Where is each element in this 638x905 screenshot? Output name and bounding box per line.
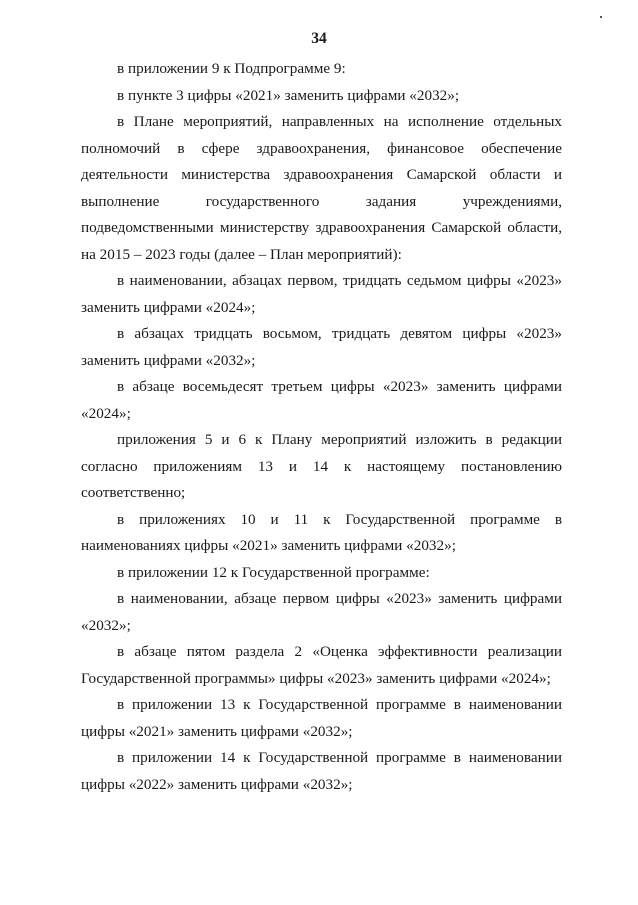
- page-number: 34: [311, 30, 327, 47]
- paragraph: в Плане мероприятий, направленных на исполнение отдельных полномочий в сфере здравоохранения, финансовое обеспечение деятельности министерства здравоохранения Самарской области и выполнение государственного задания учреждениями, подведомственными министерству здравоохранения Самарской области, на 2015 – 2023 годы (далее – План мероприятий):: [81, 113, 562, 263]
- paragraph: в приложении 12 к Государственной программе:: [117, 563, 430, 581]
- paragraph: в приложении 9 к Подпрограмме 9:: [117, 60, 346, 77]
- document-body: [81, 56, 562, 798]
- paragraph: в приложении 13 к Государственной программе в наименовании цифры «2021» заменить цифрами «2032»;: [81, 696, 562, 740]
- paragraph: в наименовании, абзаце первом цифры «2023» заменить цифрами «2032»;: [81, 590, 562, 634]
- paragraph: в наименовании, абзацах первом, тридцать седьмом цифры «2023» заменить цифрами «2024»;: [81, 272, 562, 316]
- paragraph: в абзаце восемьдесят третьем цифры «2023» заменить цифрами «2024»;: [81, 378, 562, 422]
- paragraph: в пункте 3 цифры «2021» заменить цифрами «2032»;: [117, 86, 460, 104]
- paragraph: в приложениях 10 и 11 к Государственной программе в наименованиях цифры «2021» заменить цифрами «2032»;: [81, 510, 562, 554]
- paragraph: приложения 5 и 6 к Плану мероприятий изложить в редакции согласно приложениям 13 и 14 к настоящему постановлению соответственно;: [81, 431, 562, 501]
- paragraph: в абзацах тридцать восьмом, тридцать девятом цифры «2023» заменить цифрами «2032»;: [81, 325, 562, 369]
- paragraph: в приложении 14 к Государственной программе в наименовании цифры «2022» заменить цифрами «2032»;: [81, 749, 562, 793]
- paragraph: в абзаце пятом раздела 2 «Оценка эффективности реализации Государственной программы» цифры «2023» заменить цифрами «2024»;: [81, 643, 562, 687]
- scan-dot: [600, 16, 602, 18]
